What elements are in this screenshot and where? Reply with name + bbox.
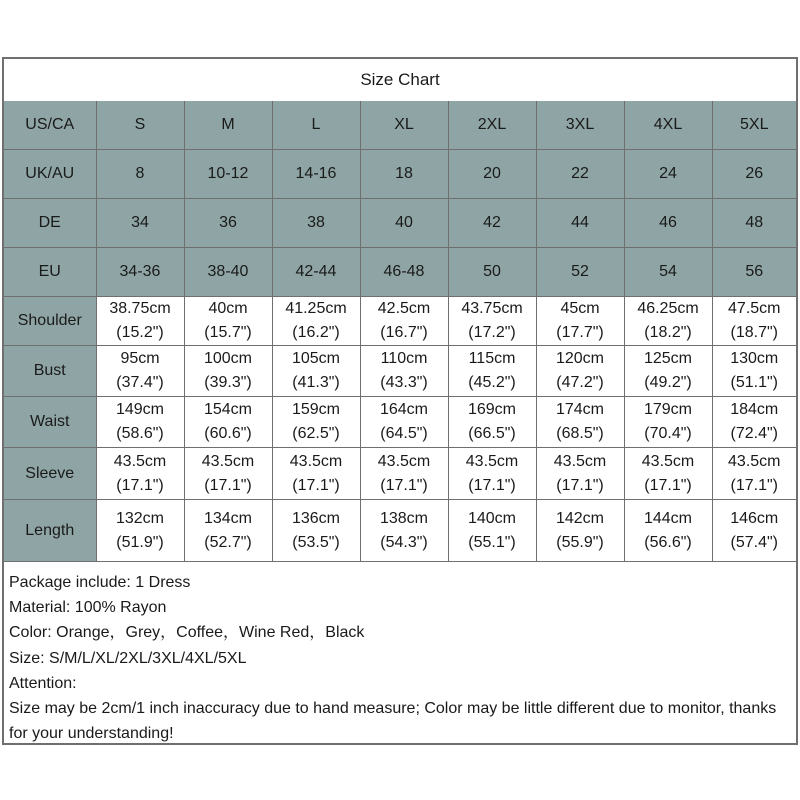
cm-value: 41.25cm [285, 300, 347, 317]
cm-value: 43.5cm [201, 452, 255, 470]
inch-value: (68.5") [556, 425, 604, 442]
measurement-cell [96, 397, 184, 448]
size-cell: M [184, 101, 272, 150]
inch-value: (17.1") [116, 476, 164, 494]
size-cell: 20 [448, 150, 536, 199]
measurement-cell [184, 346, 272, 397]
inch-value: (53.5") [292, 533, 340, 551]
inch-value: (47.2") [556, 374, 604, 391]
inch-value: (17.1") [204, 476, 252, 494]
measurement-cell [536, 297, 624, 346]
measurement-cell [272, 500, 360, 562]
inch-value: (15.7") [204, 324, 252, 341]
inch-value: (52.7") [204, 533, 252, 551]
measurement-row [4, 500, 796, 562]
measurement-row [4, 397, 796, 448]
measurement-cell [448, 448, 536, 500]
cm-value: 105cm [291, 350, 341, 367]
cm-value: 43.5cm [728, 452, 781, 470]
inch-value: (37.4") [116, 374, 164, 391]
measurement-cell [624, 500, 712, 562]
size-cell: 46-48 [360, 248, 448, 297]
inch-value: (17.1") [730, 476, 778, 494]
size-cell: 42-44 [272, 248, 360, 297]
size-note: Size: S/M/L/XL/2XL/3XL/4XL/5XL [9, 649, 247, 667]
cm-value: 120cm [555, 350, 605, 367]
size-chart-panel [2, 57, 798, 745]
size-cell: 4XL [624, 101, 712, 150]
size-cell: L [272, 101, 360, 150]
size-cell: 5XL [712, 101, 796, 150]
measurement-cell [712, 297, 796, 346]
inch-value: (51.9") [116, 533, 164, 551]
row-label: Waist [4, 397, 96, 448]
inch-value: (56.6") [644, 533, 692, 551]
measurement-cell [536, 448, 624, 500]
measurement-cell [448, 297, 536, 346]
measurement-cell [360, 448, 448, 500]
measurement-cell [712, 500, 796, 562]
attention-note: Attention: [9, 674, 77, 692]
cm-value: 43.5cm [377, 452, 431, 470]
measurement-cell [624, 297, 712, 346]
measurement-cell [272, 397, 360, 448]
material-note: Material: 100% Rayon [9, 599, 167, 617]
size-cell: 54 [624, 248, 712, 297]
measurement-row [4, 297, 796, 346]
inch-value: (57.4") [730, 533, 778, 551]
inch-value: (49.2") [644, 374, 692, 391]
size-cell: 34-36 [96, 248, 184, 297]
measurement-cell [712, 448, 796, 500]
size-header-row [4, 248, 796, 297]
measurement-cell [536, 500, 624, 562]
inch-value: (17.1") [380, 476, 428, 494]
cm-value: 95cm [120, 350, 160, 367]
inch-value: (18.7") [730, 324, 778, 341]
cm-value: 45cm [560, 300, 600, 317]
size-cell: 38-40 [184, 248, 272, 297]
measurement-cell [184, 397, 272, 448]
disclaimer-note: Size may be 2cm/1 inch inaccuracy due to hand measure; Color may be little different due to monitor, thanks for your understanding! [9, 700, 777, 743]
cm-value: 132cm [115, 509, 165, 527]
row-label: Length [4, 500, 96, 562]
cm-value: 159cm [291, 401, 341, 418]
cm-value: 179cm [643, 401, 693, 418]
cm-value: 43.5cm [641, 452, 695, 470]
size-cell: 24 [624, 150, 712, 199]
measurement-cell [272, 297, 360, 346]
measurement-cell [184, 500, 272, 562]
inch-value: (64.5") [380, 425, 428, 442]
cm-value: 115cm [468, 350, 516, 367]
inch-value: (43.3") [380, 374, 428, 391]
row-label: UK/AU [4, 150, 96, 199]
measurement-cell [712, 346, 796, 397]
inch-value: (39.3") [204, 374, 252, 391]
measurement-cell [96, 448, 184, 500]
size-table [4, 101, 796, 562]
cm-value: 146cm [730, 509, 779, 527]
row-label: DE [4, 199, 96, 248]
measurement-cell [448, 346, 536, 397]
color-note: Color: Orange，Grey，Coffee，Wine Red，Black [9, 624, 365, 642]
inch-value: (17.7") [556, 324, 604, 341]
measurement-cell [448, 500, 536, 562]
cm-value: 110cm [380, 350, 428, 367]
cm-value: 138cm [379, 509, 429, 527]
size-cell: 38 [272, 199, 360, 248]
size-cell: 44 [536, 199, 624, 248]
cm-value: 43.75cm [461, 300, 523, 317]
measurement-cell [624, 448, 712, 500]
measurement-cell [272, 448, 360, 500]
measurement-cell [624, 346, 712, 397]
size-cell: 34 [96, 199, 184, 248]
inch-value: (17.2") [468, 324, 516, 341]
measurement-cell [536, 346, 624, 397]
measurement-row [4, 448, 796, 500]
cm-value: 184cm [730, 401, 779, 418]
row-label: EU [4, 248, 96, 297]
inch-value: (17.1") [468, 476, 516, 494]
measurement-cell [360, 297, 448, 346]
inch-value: (62.5") [292, 425, 340, 442]
measurement-cell [360, 397, 448, 448]
size-cell: 26 [712, 150, 796, 199]
measurement-cell [96, 500, 184, 562]
measurement-cell [624, 397, 712, 448]
inch-value: (17.1") [292, 476, 340, 494]
package-note: Package include: 1 Dress [9, 574, 191, 591]
measurement-cell [96, 346, 184, 397]
size-cell: XL [360, 101, 448, 150]
inch-value: (60.6") [204, 425, 252, 442]
size-cell: 50 [448, 248, 536, 297]
measurement-cell [360, 346, 448, 397]
measurement-cell [184, 297, 272, 346]
size-cell: 46 [624, 199, 712, 248]
inch-value: (45.2") [468, 374, 516, 391]
size-cell: 18 [360, 150, 448, 199]
cm-value: 47.5cm [728, 300, 781, 317]
inch-value: (18.2") [644, 324, 692, 341]
inch-value: (55.1") [468, 533, 516, 551]
size-cell: 2XL [448, 101, 536, 150]
inch-value: (15.2") [116, 324, 164, 341]
size-cell: 52 [536, 248, 624, 297]
size-cell: 14-16 [272, 150, 360, 199]
inch-value: (58.6") [116, 425, 164, 442]
inch-value: (54.3") [380, 533, 428, 551]
size-cell: 3XL [536, 101, 624, 150]
size-cell: 22 [536, 150, 624, 199]
cm-value: 43.5cm [465, 452, 519, 470]
size-cell: S [96, 101, 184, 150]
size-header-row [4, 101, 796, 150]
size-cell: 56 [712, 248, 796, 297]
row-label: Bust [4, 346, 96, 397]
measurement-cell [360, 500, 448, 562]
product-notes [4, 566, 796, 746]
inch-value: (16.2") [292, 324, 340, 341]
measurement-cell [272, 346, 360, 397]
size-cell: 40 [360, 199, 448, 248]
cm-value: 38.75cm [109, 300, 171, 317]
size-cell: 8 [96, 150, 184, 199]
cm-value: 142cm [555, 509, 605, 527]
inch-value: (55.9") [556, 533, 604, 551]
cm-value: 130cm [730, 350, 779, 367]
measurement-row [4, 346, 796, 397]
size-cell: 48 [712, 199, 796, 248]
cm-value: 125cm [643, 350, 693, 367]
inch-value: (17.1") [644, 476, 692, 494]
inch-value: (70.4") [644, 425, 692, 442]
cm-value: 43.5cm [113, 452, 167, 470]
inch-value: (66.5") [468, 425, 516, 442]
cm-value: 43.5cm [553, 452, 607, 470]
size-cell: 10-12 [184, 150, 272, 199]
cm-value: 154cm [203, 401, 253, 418]
row-label: Shoulder [4, 297, 96, 346]
size-cell: 42 [448, 199, 536, 248]
size-header-row [4, 150, 796, 199]
size-cell: 36 [184, 199, 272, 248]
inch-value: (51.1") [730, 374, 778, 391]
size-header-row [4, 199, 796, 248]
cm-value: 43.5cm [289, 452, 343, 470]
measurement-cell [184, 448, 272, 500]
measurement-cell [96, 297, 184, 346]
inch-value: (16.7") [380, 324, 428, 341]
measurement-cell [536, 397, 624, 448]
inch-value: (41.3") [292, 374, 340, 391]
cm-value: 149cm [115, 401, 165, 418]
chart-title: Size Chart [4, 59, 796, 102]
cm-value: 164cm [379, 401, 429, 418]
inch-value: (17.1") [556, 476, 604, 494]
row-label: US/CA [4, 101, 96, 150]
measurement-cell [448, 397, 536, 448]
cm-value: 169cm [467, 401, 517, 418]
cm-value: 134cm [203, 509, 253, 527]
cm-value: 42.5cm [377, 300, 431, 317]
cm-value: 136cm [291, 509, 341, 527]
inch-value: (72.4") [730, 425, 778, 442]
measurement-cell [712, 397, 796, 448]
cm-value: 46.25cm [637, 300, 699, 317]
cm-value: 100cm [203, 350, 253, 367]
cm-value: 144cm [643, 509, 693, 527]
cm-value: 40cm [208, 300, 248, 317]
cm-value: 174cm [555, 401, 605, 418]
row-label: Sleeve [4, 448, 96, 500]
cm-value: 140cm [467, 509, 517, 527]
